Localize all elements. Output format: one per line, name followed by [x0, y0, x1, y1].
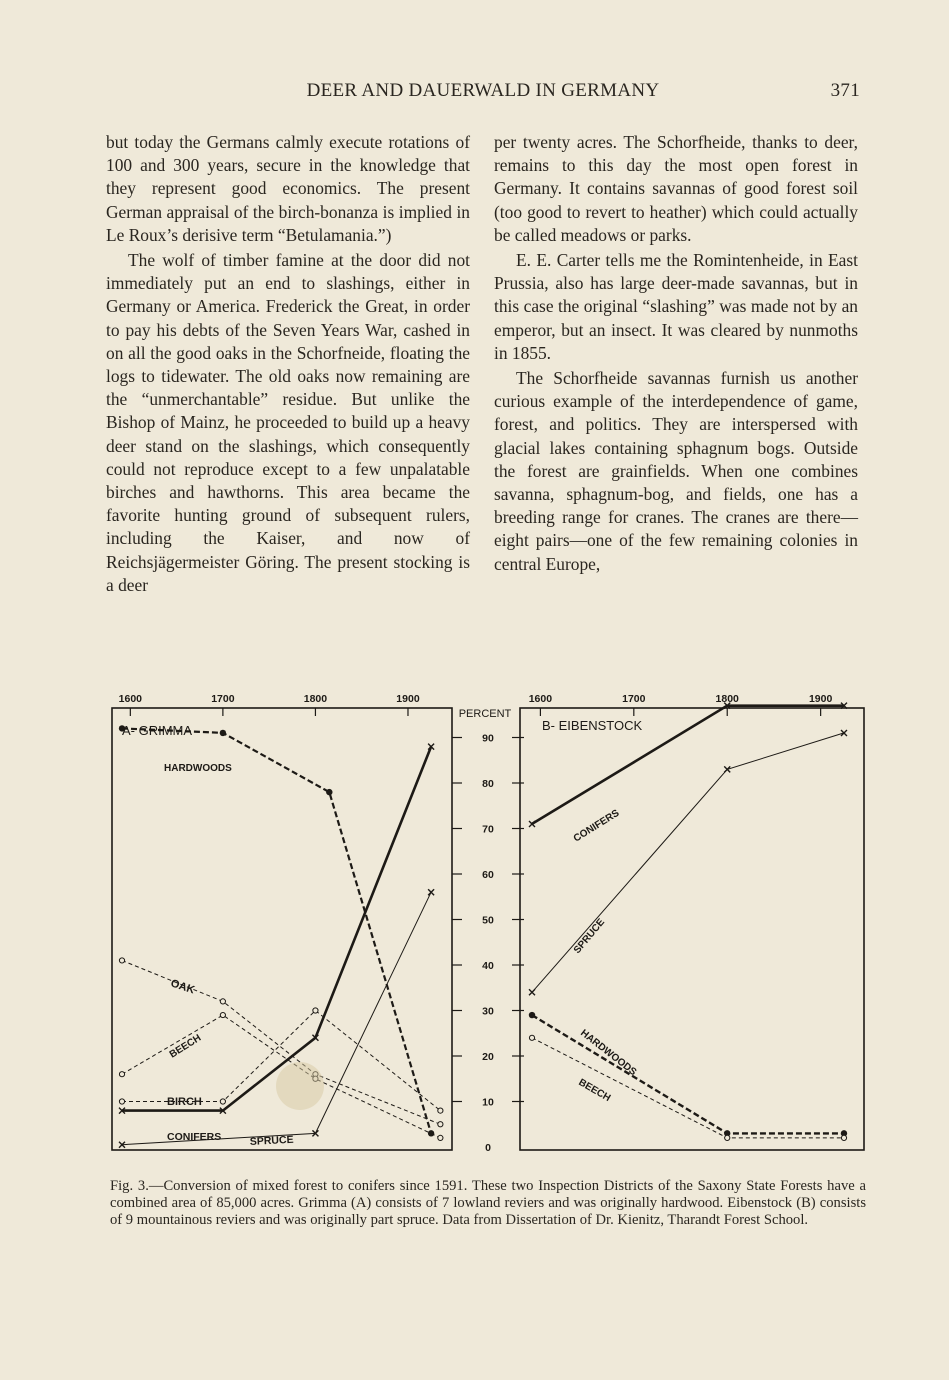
data-point — [220, 730, 226, 736]
series-line — [122, 747, 431, 1111]
y-tick-label: 80 — [482, 778, 494, 790]
y-tick-label: 0 — [485, 1142, 491, 1154]
series-label-conifers: CONIFERS — [167, 1131, 222, 1143]
series-label-oak: OAK — [169, 977, 197, 997]
running-title: DEER AND DAUERWALD IN GERMANY — [306, 80, 660, 101]
forest-conversion-charts — [100, 686, 870, 1166]
data-point — [119, 958, 124, 963]
series-label-beech: BEECH — [167, 1032, 204, 1061]
y-tick-label: 90 — [482, 732, 494, 745]
data-point — [428, 889, 434, 895]
y-tick-label: 50 — [482, 914, 494, 927]
data-point — [529, 989, 535, 995]
series-label-spruce-b: SPRUCE — [571, 916, 608, 956]
x-tick-label: 1800 — [715, 693, 739, 705]
y-tick-label: 70 — [482, 823, 494, 836]
chart-b-title: B- EIBENSTOCK — [542, 718, 643, 733]
x-tick-label: 1900 — [396, 693, 420, 705]
data-point — [220, 1099, 225, 1104]
series-label-spruce: SPRUCE — [249, 1133, 294, 1148]
series-label-birch: BIRCH — [167, 1096, 202, 1108]
page-header — [106, 80, 860, 106]
y-tick-label: 30 — [482, 1005, 494, 1018]
data-point — [529, 1035, 534, 1040]
paragraph: The Schorfheide savannas furnish us another curious example of the interdependence of game, forest, and politics. They are interspersed with glacial lakes containing sphagnum bogs. Outside the forest are grainfields. When one combines savanna, sphagnum-bog, and fields, one has a breeding range for cranes. The cranes are there—eight pairs—one of the few remaining colonies in central Europe, — [494, 368, 858, 574]
data-point — [841, 730, 847, 736]
percent-axis-title: PERCENT — [458, 708, 512, 720]
series-label-hardwoods: HARDWOODS — [164, 763, 232, 774]
data-point — [529, 1012, 535, 1018]
x-tick-label: 1600 — [118, 693, 143, 705]
y-tick-label: 10 — [482, 1096, 494, 1109]
data-point — [119, 1072, 124, 1077]
data-point — [119, 1099, 124, 1104]
data-point — [220, 999, 225, 1004]
series-label-hardwoods-b: HARDWOODS — [578, 1027, 639, 1079]
series-label-conifers-b: CONIFERS — [571, 807, 622, 845]
data-point — [313, 1008, 318, 1013]
stain — [276, 1062, 324, 1110]
x-tick-label: 1600 — [528, 693, 553, 705]
chart-a-title: A- GRIMMA — [122, 723, 193, 738]
figure-3 — [100, 686, 870, 1166]
data-point — [438, 1122, 443, 1127]
x-tick-label: 1700 — [211, 693, 235, 705]
x-tick-label: 1800 — [303, 693, 328, 705]
paragraph: but today the Germans calmly execute rotations of 100 and 300 years, secure in the knowledge that they represent good economics. The present German appraisal of the birch-bonanza is implied in Le Roux’s derisive term “Betulamania.”) — [106, 132, 470, 245]
y-tick-label: 20 — [482, 1051, 494, 1063]
x-tick-label: 1700 — [622, 693, 646, 705]
paragraph: per twenty acres. The Schorfheide, thanks to deer, remains to this day the most open forest in Germany. It contains savannas of good forest soil (too good to revert to heather) which could actually be called meadows or parks. — [494, 132, 858, 245]
series-line — [532, 1015, 844, 1133]
data-point — [326, 789, 332, 795]
chart-b-frame — [520, 708, 864, 1150]
y-tick-label: 40 — [482, 960, 494, 972]
data-point — [841, 1135, 846, 1140]
page-number: 371 — [830, 80, 860, 101]
left-column — [106, 131, 470, 597]
right-column — [494, 131, 858, 576]
data-point — [724, 766, 730, 772]
x-tick-label: 1900 — [808, 693, 833, 705]
data-point — [438, 1135, 443, 1140]
data-point — [438, 1108, 443, 1113]
series-line — [122, 728, 431, 1133]
paragraph: E. E. Carter tells me the Romintenheide, in East Prussia, also has large deer-made savannas, but in this case the original “slashing” was made not by an emperor, but an insect. It was cleared by nunmoths in 1855. — [494, 250, 858, 363]
series-label-beech-b: BEECH — [576, 1077, 613, 1105]
data-point — [725, 1135, 730, 1140]
figure-caption: Fig. 3.—Conversion of mixed forest to conifers since 1591. These two Inspection Districts of the Saxony State Forests have a combined area of 85,000 acres. Grimma (A) consists of 7 lowland reviers and was originally hardwood. Eibenstock (B) consists of 9 mountainous reviers and was originally part spruce. Data from Dissertation of Dr. Kienitz, Tharandt Forest School. — [110, 1178, 866, 1228]
data-point — [220, 1012, 225, 1017]
y-tick-label: 60 — [482, 869, 494, 881]
paragraph: The wolf of timber famine at the door did not immediately put an end to slashings, either in Germany or America. Frederick the Great, in order to pay his debts of the Seven Years War, cashed in on all the good oaks in the Schorfneide, floating the logs to tidewater. The old oaks now remaining are the “unmerchantable” residue. But unlike the Bishop of Mainz, he proceeded to build up a heavy deer stand on the slashings, which consequently could not reproduce except to a few unpalatable birches and hawthorns. This area became the favorite hunting ground of subsequent rulers, including the Kaiser, and now of Reichsjägermeister Göring. The present stocking is a deer — [106, 250, 470, 595]
